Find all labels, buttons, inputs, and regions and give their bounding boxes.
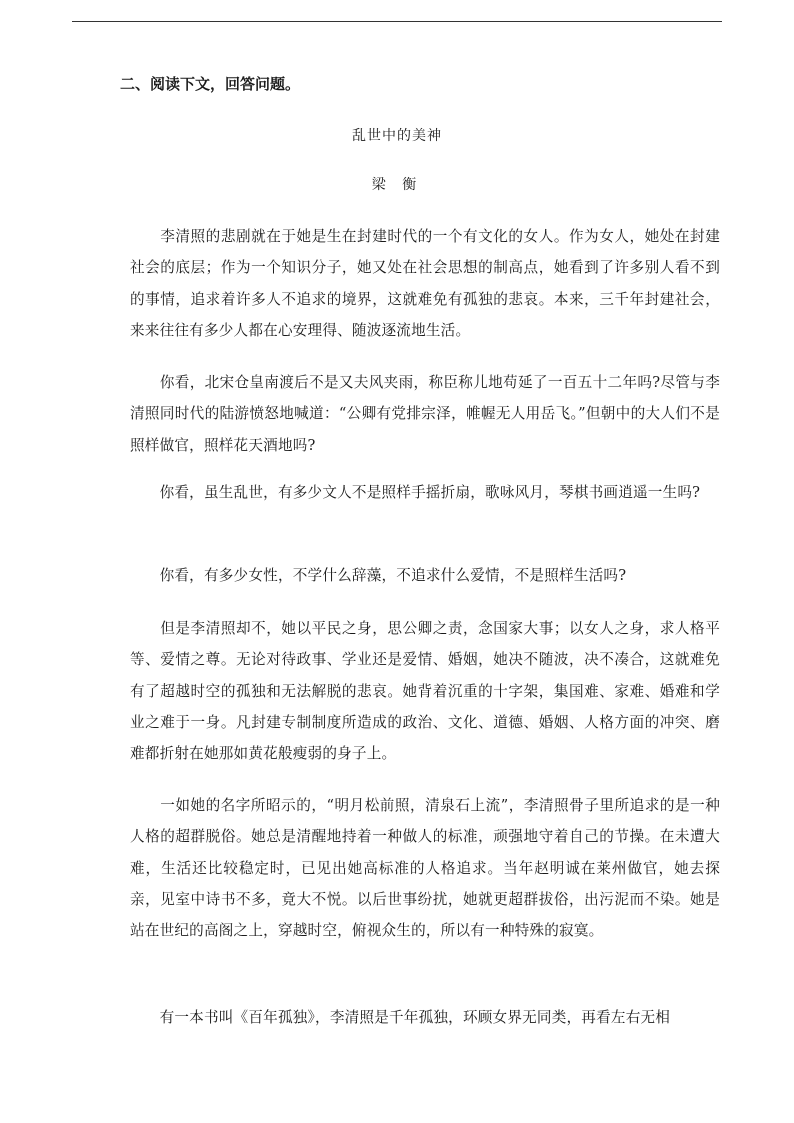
article-title: 乱世中的美神: [352, 128, 442, 144]
paragraph-1: 李清照的悲剧就在于她是生在封建时代的一个有文化的女人。作为女人，她处在封建社会的底层；作为一个知识分子，她又处在社会思想的制高点，她看到了许多别人看不到的事情，追求着许多人不追求的境界，这就难免有孤独的悲哀。本来，三千年封建社会，来来往往有多少人都在心安理得、随波逐流地生活。: [130, 228, 720, 339]
paragraph-2: 你看，北宋仓皇南渡后不是又夫风夹雨，称臣称儿地苟延了一百五十二年吗?尽管与李清照同时代的陆游愤怒地喊道：“公卿有党排宗泽，帷幄无人用岳飞。”但朝中的大人们不是照样做官，照样花天酒地吗?: [130, 374, 720, 454]
section-heading: 二、阅读下文，回答问题。: [120, 75, 301, 93]
paragraph-5: 但是李清照却不，她以平民之身，思公卿之责，念国家大事；以女人之身，求人格平等、爱情之尊。无论对待政事、学业还是爱情、婚姻，她决不随波，决不凑合，这就难免有了超越时空的孤独和无法解脱的悲哀。她背着沉重的十字架，集国难、家难、婚难和学业之难于一身。凡封建专制制度所造成的政治、文化、道德、婚姻、人格方面的冲突、磨难都折射在她那如黄花般瘦弱的身子上。: [130, 620, 720, 763]
paragraph-4: 你看，有多少女性，不学什么辞藻，不追求什么爱情，不是照样生活吗?: [130, 567, 627, 584]
paragraph-7: 有一本书叫《百年孤独》，李清照是千年孤独，环顾女界无同类，再看左右无相: [130, 1009, 671, 1026]
paragraph-3: 你看，虽生乱世，有多少文人不是照样手摇折扇，歌咏风月，琴棋书画逍遥一生吗?: [130, 484, 701, 501]
paragraph-6: 一如她的名字所昭示的，“明月松前照，清泉石上流”，李清照骨子里所追求的是一种人格的超群脱俗。她总是清醒地持着一种做人的标准，顽强地守着自己的节操。在未遭大难，生活还比较稳定时，已见出她高标准的人格追求。当年赵明诚在莱州做官，她去探亲，见室中诗书不多，竟大不悦。以后世事纷扰，她就更超群拔俗，出污泥而不染。她是站在世纪的高阁之上，穿越时空，俯视众生的，所以有一种特殊的寂寞。: [130, 797, 720, 940]
article-author: 梁 衡: [371, 177, 423, 193]
header-rule: [72, 21, 722, 22]
